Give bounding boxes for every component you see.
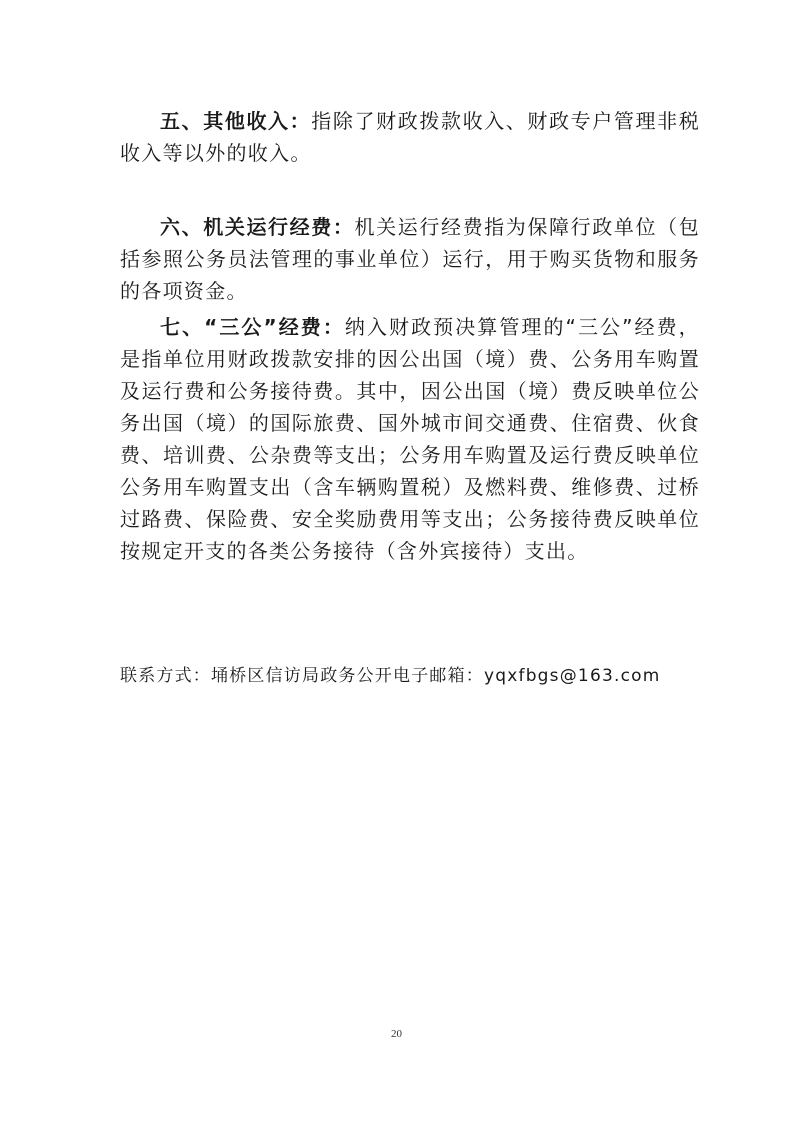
contact-line: 联系方式：埇桥区信访局政务公开电子邮箱：yqxfbgs@163.com [120,666,661,686]
section-body: 机关运行经费指为保障行政单位（包括参照公务员法管理的事业单位）运行，用于购买货物和服务的各项资金。 [120,215,700,303]
section-operating-expenses [120,211,700,307]
section-three-public-expenses [120,311,700,567]
section-heading: 五、其他收入： [160,109,312,133]
section-heading: 六、机关运行经费： [160,215,355,239]
section-other-income [120,105,700,169]
section-heading: 七、“三公”经费： [160,315,345,339]
section-body: 指除了财政拨款收入、财政专户管理非税收入等以外的收入。 [120,109,700,165]
section-body: 纳入财政预决算管理的“三公”经费，是指单位用财政拨款安排的因公出国（境）费、公务用车购置及运行费和公务接待费。其中，因公出国（境）费反映单位公务出国（境）的国际旅费、国外城市间交通费、住宿费、伙食费、培训费、公杂费等支出；公务用车购置及运行费反映单位公务用车购置支出（含车辆购置税）及燃料费、维修费、过桥过路费、保险费、安全奖励费用等支出；公务接待费反映单位按规定开支的各类公务接待（含外宾接待）支出。 [120,315,700,563]
page-number: 20 [391,1028,402,1040]
